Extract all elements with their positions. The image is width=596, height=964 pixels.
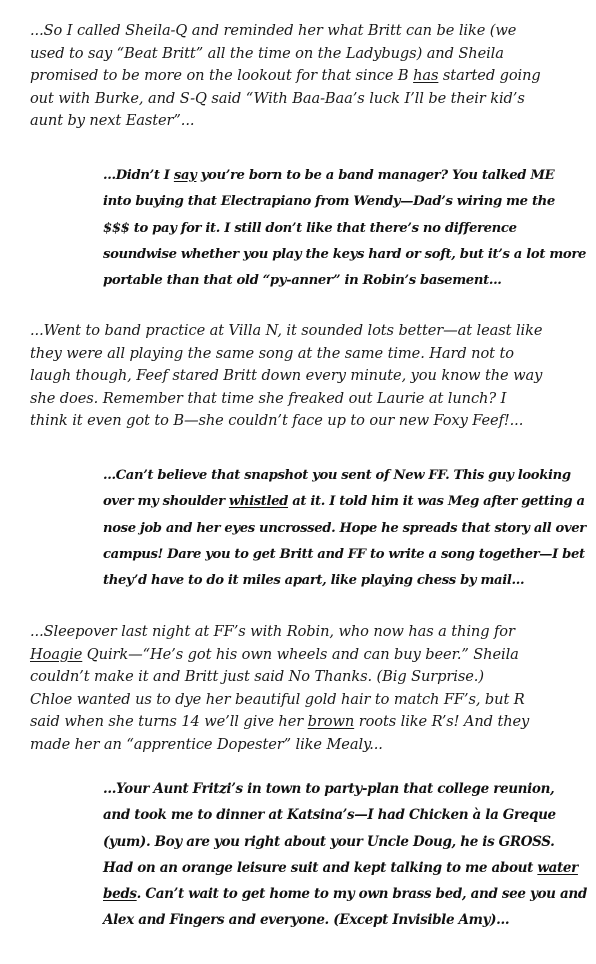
- text-line: out with Burke, and S-Q said “With Baa-Baa’s luck I’ll be their kid’s: [30, 89, 525, 107]
- text-line: think it even got to B—she couldn’t face up to our new Foxy Feef!...: [30, 412, 524, 429]
- paragraph-sleepover: [30, 621, 529, 756]
- text-line: and took me to dinner at Katsina’s—I had Chicken à la Greque: [103, 807, 556, 824]
- text-line: beds. Can’t wait to get home to my own brass bed, and see you and: [103, 886, 587, 903]
- text-line: Hoagie Quirk—“He’s got his own wheels and can buy beer.” Sheila: [30, 645, 519, 663]
- text-line: ...Your Aunt Fritzi’s in town to party-plan that college reunion,: [103, 781, 555, 797]
- text-line: over my shoulder whistled at it. I told him it was Meg after getting a: [103, 494, 585, 510]
- paragraph-band-manager: [103, 163, 586, 294]
- text-line: into buying that Electrapiano from Wendy—Dad’s wiring me the: [103, 194, 555, 210]
- underlined-word: Hoagie: [30, 645, 83, 663]
- text-line: (yum). Boy are you right about your Uncle Doug, he is GROSS.: [103, 833, 555, 850]
- underlined-word: water: [537, 859, 578, 876]
- text-line: $$$ to pay for it. I still don’t like that there’s no difference: [103, 220, 517, 236]
- text-line: laugh though, Feef stared Britt down every minute, you know the way: [30, 367, 543, 384]
- text-line: promised to be more on the lookout for that since B has started going: [30, 67, 541, 84]
- text-line: used to say “Beat Britt” all the time on the Ladybugs) and Sheila: [30, 44, 504, 62]
- paragraph-band-practice: [30, 320, 542, 433]
- text-line: ...Went to band practice at Villa N, it sounded lots better—at least like: [30, 322, 543, 339]
- underlined-word: brown: [307, 713, 355, 730]
- text-line: nose job and her eyes uncrossed. Hope he spreads that story all over: [103, 520, 586, 536]
- text-line: portable than that old “py-anner” in Robin’s basement...: [103, 273, 502, 289]
- text-line: Chloe wanted us to dye her beautiful gold hair to match FF’s, but R: [30, 690, 525, 708]
- underlined-word: beds: [103, 886, 137, 903]
- paragraph-aunt-fritzi: [103, 776, 587, 934]
- text-line: ...Didn’t I say you’re born to be a band manager? You talked ME: [103, 168, 555, 183]
- underlined-word: has: [413, 67, 439, 84]
- text-line: they were all playing the same song at the same time. Hard not to: [30, 344, 514, 362]
- text-line: aunt by next Easter”...: [30, 112, 195, 129]
- underlined-word: whistled: [228, 494, 289, 510]
- text-line: they’d have to do it miles apart, like playing chess by mail...: [103, 573, 525, 589]
- text-line: she does. Remember that time she freaked out Laurie at lunch? I: [30, 389, 507, 407]
- text-line: soundwise whether you play the keys hard or soft, but it’s a lot more: [103, 246, 587, 262]
- text-line: ...So I called Sheila-Q and reminded her what Britt can be like (we: [30, 22, 517, 39]
- paragraph-snapshot: [103, 463, 586, 594]
- underlined-word: say: [173, 168, 197, 183]
- text-line: ...Sleepover last night at FF’s with Robin, who now has a thing for: [30, 623, 515, 640]
- text-line: Alex and Fingers and everyone. (Except Invisible Amy)...: [103, 912, 510, 929]
- text-line: campus! Dare you to get Britt and FF to write a song together—I bet: [103, 546, 585, 562]
- paragraph-sheila-q: [30, 20, 541, 133]
- text-line: made her an “apprentice Dopester” like Mealy...: [30, 735, 383, 753]
- text-line: Had on an orange leisure suit and kept talking to me about water: [103, 859, 578, 876]
- text-line: couldn’t make it and Britt just said No Thanks. (Big Surprise.): [30, 668, 484, 685]
- text-line: ...Can’t believe that snapshot you sent of New FF. This guy looking: [103, 468, 571, 483]
- text-line: said when she turns 14 we’ll give her brown roots like R’s! And they: [30, 713, 530, 730]
